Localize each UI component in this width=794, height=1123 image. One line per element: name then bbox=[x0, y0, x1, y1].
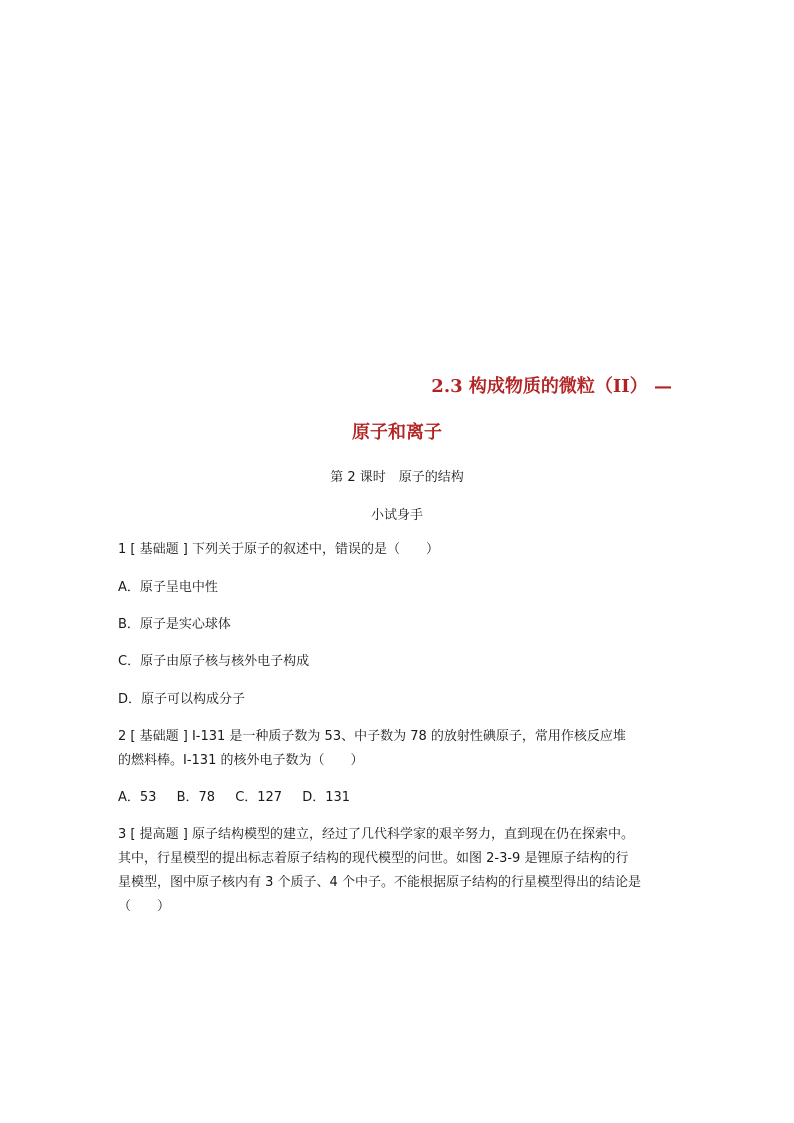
question-2-option-a: A．53 bbox=[118, 790, 157, 805]
question-1-option-b: B．原子是实心球体 bbox=[118, 617, 231, 632]
question-1-stem: 1 [ 基础题 ] 下列关于原子的叙述中，错误的是（ ） bbox=[118, 542, 439, 557]
question-1-option-d: D．原子可以构成分子 bbox=[118, 692, 246, 707]
lesson-subtitle: 第 2 课时 原子的结构 bbox=[330, 470, 464, 485]
question-3-stem-line-2: 其中，行星模型的提出标志着原子结构的现代模型的问世。如图 2-3-9 是锂原子结构的行 bbox=[118, 851, 629, 866]
question-2-stem-line-1: 2 [ 基础题 ] I-131 是一种质子数为 53、中子数为 78 的放射性碘原子，常用作核反应堆 bbox=[118, 729, 626, 744]
question-2-option-b: B．78 bbox=[176, 790, 216, 805]
question-3-stem-line-4: （ ） bbox=[118, 899, 171, 914]
question-2-option-d: D．131 bbox=[302, 790, 351, 805]
question-1-option-a: A．原子呈电中性 bbox=[118, 580, 218, 595]
question-2-stem-line-2: 的燃料棒。I-131 的核外电子数为（ ） bbox=[118, 753, 364, 768]
question-3-stem-line-1: 3 [ 提高题 ] 原子结构模型的建立，经过了几代科学家的艰辛努力，直到现在仍在探索中。 bbox=[118, 827, 634, 842]
question-2-options bbox=[118, 786, 678, 810]
question-2-option-c: C．127 bbox=[235, 790, 283, 805]
question-3-stem-line-3: 星模型，图中原子核内有 3 个质子、4 个中子。不能根据原子结构的行星模型得出的结论是 bbox=[118, 875, 641, 890]
question-3-stem bbox=[118, 823, 678, 919]
question-1-option-c: C．原子由原子核与核外电子构成 bbox=[118, 654, 310, 669]
page-title-line-1: 2.3 构成物质的微粒（II） — bbox=[431, 376, 672, 397]
page-title-line-2: 原子和离子 bbox=[352, 422, 442, 443]
question-2-stem bbox=[118, 725, 678, 773]
section-heading: 小试身手 bbox=[370, 508, 423, 523]
